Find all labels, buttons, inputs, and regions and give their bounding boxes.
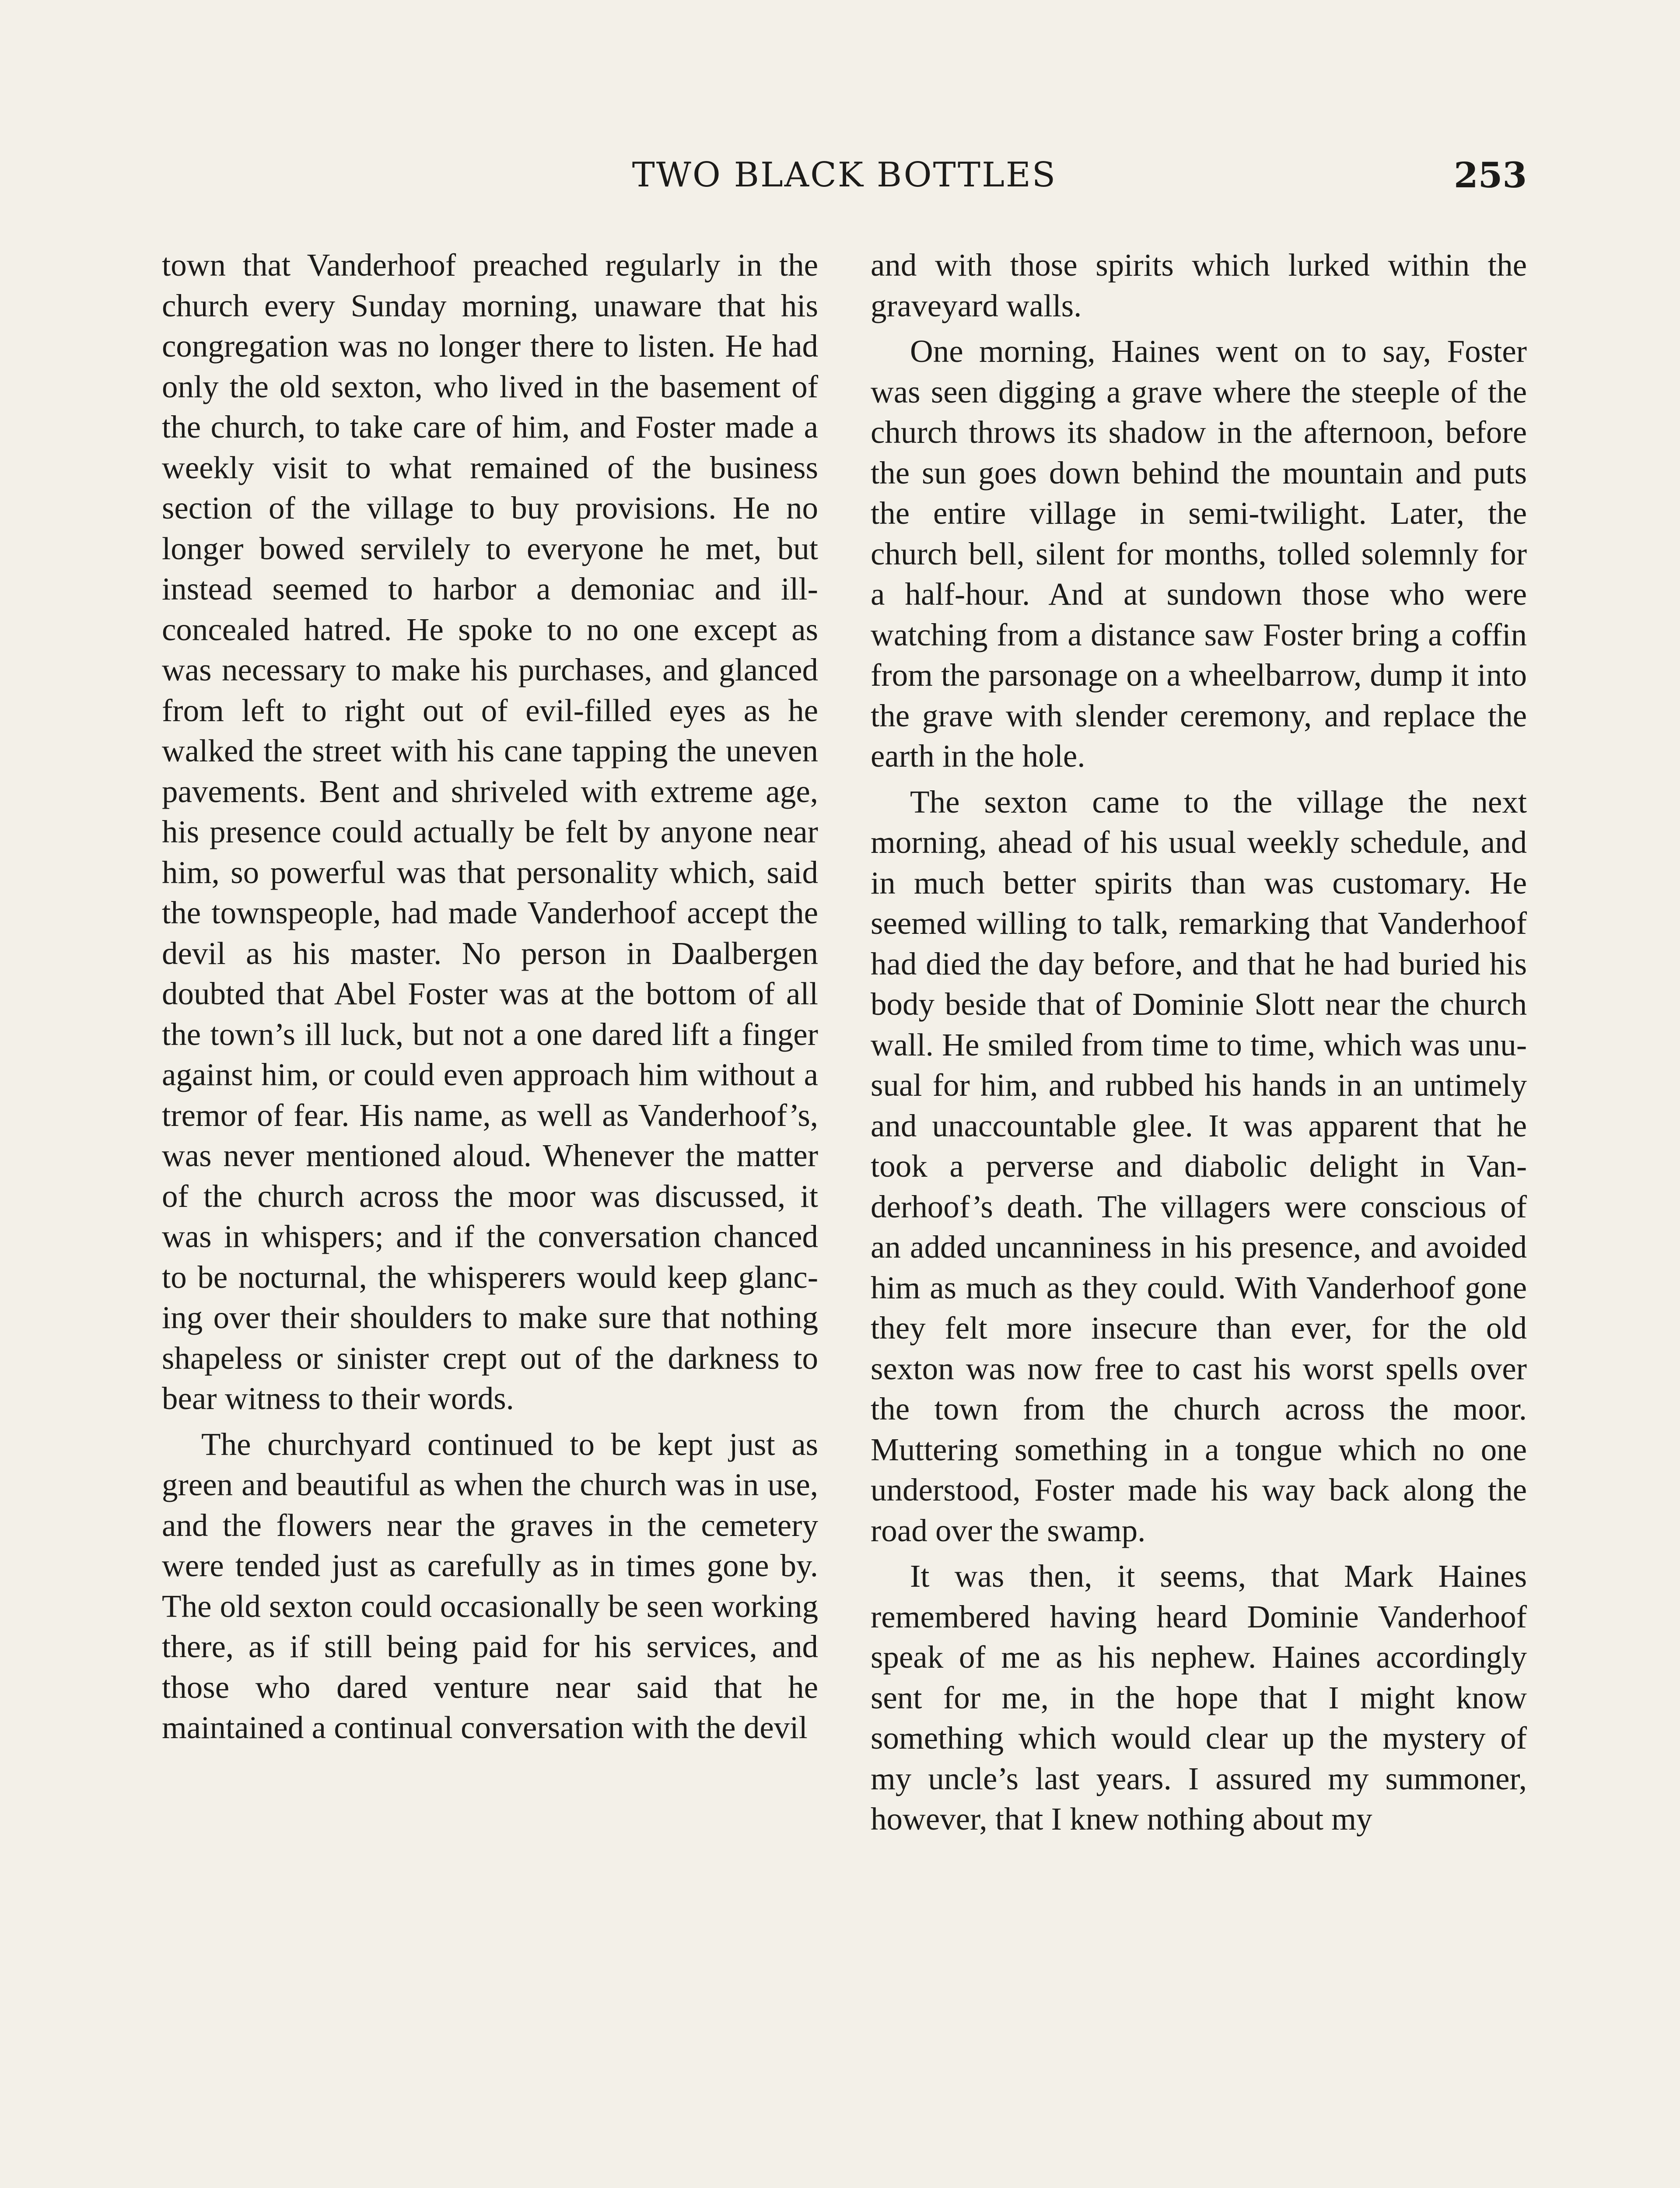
right-column (871, 245, 1527, 2188)
page-number: 253 (1454, 154, 1527, 196)
right-paragraph-1: and with those spirits which lurked within the graveyard walls. (871, 247, 1527, 323)
running-head (162, 149, 1527, 201)
left-paragraph-2: The churchyard continued to be kept just as green and beautiful as when the church was in use, and the flowers near the graves in the cemetery were tended just as carefully as in times gone by. The old sexton could occasionally be seen working there, as if still being paid for his services, and those who dared venture near said that he maintained a continual conversation with the devil (162, 1426, 818, 1745)
right-paragraph-3: The sexton came to the village the next morning, ahead of his usual weekly schedule, and in much better spirits than was customary. He seemed willing to talk, remarking that Vanderhoof had died the day before, and that he had buried his body beside that of Dominie Slott near the church wall. He smiled from time to time, which was unusual for him, and rubbed his hands in an untimely and unaccountable glee. It was apparent that he took a perverse and diabolic delight in Vanderhoof’s death. The villagers were conscious of an added uncanniness in his presence, and avoided him as much as they could. With Vanderhoof gone they felt more insecure than ever, for the old sexton was now free to cast his worst spells over the town from the church across the moor. Muttering something in a tongue which no one understood, Foster made his way back along the road over the swamp. (871, 784, 1527, 1548)
right-paragraph-4: It was then, it seems, that Mark Haines remembered having heard Dominie Vanderhoof speak of me as his nephew. Haines accordingly sent for me, in the hope that I might know something which would clear up the mystery of my uncle’s last years. I assured my summoner, however, that I knew nothing about my (871, 1558, 1527, 1837)
right-paragraph-2: One morning, Haines went on to say, Foster was seen digging a grave where the steeple of the church throws its shadow in the afternoon, before the sun goes down behind the mountain and puts the entire village in semi-twilight. Later, the church bell, silent for months, tolled solemnly for a half-hour. And at sundown those who were watching from a distance saw Foster bring a coffin from the parsonage on a wheelbarrow, dump it into the grave with slender ceremony, and replace the earth in the hole. (871, 333, 1527, 774)
left-paragraph-1: town that Vanderhoof preached regularly in the church every Sunday morning, unaware that his congregation was no longer there to listen. He had only the old sexton, who lived in the basement of the church, to take care of him, and Foster made a weekly visit to what remained of the business section of the village to buy provisions. He no longer bowed servilely to everyone he met, but instead seemed to harbor a demoniac and ill-concealed hatred. He spoke to no one except as was necessary to make his purchases, and glanced from left to right out of evil-filled eyes as he walked the street with his cane tapping the uneven pavements. Bent and shriveled with extreme age, his presence could actually be felt by anyone near him, so powerful was that personality which, said the townspeople, had made Vanderhoof accept the devil as his master. No person in Daalbergen doubted that Abel Foster was at the bottom of all the town’s ill luck, but not a one dared lift a finger against him, or could even approach him without a tremor of fear. His name, as well as Vanderhoof’s, was never mentioned aloud. Whenever the matter of the church across the moor was discussed, it was in whispers; and if the conversation chanced to be nocturnal, the whisperers would keep glancing over their shoulders to make sure that nothing shapeless or sinister crept out of the darkness to bear witness to their words. (162, 247, 818, 1416)
left-column (162, 245, 818, 2188)
running-title: TWO BLACK BOTTLES (632, 155, 1057, 195)
